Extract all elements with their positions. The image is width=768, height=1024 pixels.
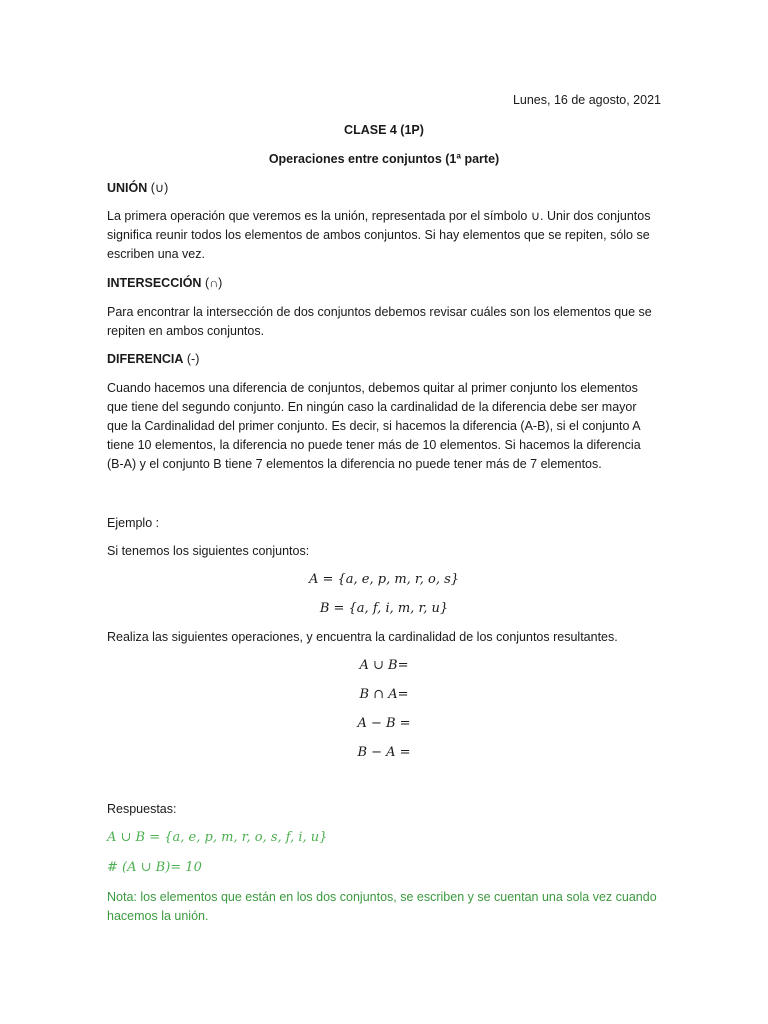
union-line: escriben una vez. <box>107 247 205 261</box>
intersection-line: repiten en ambos conjuntos. <box>107 324 265 338</box>
intersection-heading <box>107 274 661 293</box>
answers-label: Respuestas: <box>107 802 177 816</box>
union-paragraph <box>107 207 663 264</box>
union-heading-label: UNIÓN <box>107 181 148 195</box>
intersection-line: Para encontrar la intersección de dos conjuntos debemos revisar cuáles son los elementos que se <box>107 305 652 319</box>
answer-union-result: A ∪ B = {a, e, p, m, r, o, s, f, i, u} <box>107 830 328 845</box>
difference-symbol: (-) <box>186 352 200 366</box>
answer-note-line: Nota: los elementos que están en los dos conjuntos, se escriben y se cuentan una sola vez cuando <box>107 890 657 904</box>
union-symbol: (∪) <box>150 181 169 195</box>
union-line: significa reunir todos los elementos de ambos conjuntos. Si hay elementos que se repiten, sólo se <box>107 228 650 242</box>
difference-line: (B-A) y el conjunto B tiene 7 elementos la diferencia no puede tener más de 7 elementos. <box>107 457 602 471</box>
difference-heading-label: DIFERENCIA <box>107 352 184 366</box>
answer-note <box>107 888 663 926</box>
example-instruction: Realiza las siguientes operaciones, y encuentra la cardinalidad de los conjuntos resultantes. <box>107 630 618 644</box>
difference-line: Cuando hacemos una diferencia de conjuntos, debemos quitar al primer conjunto los elementos <box>107 381 638 395</box>
set-b-definition: B = {a, f, i, m, r, u} <box>319 601 449 616</box>
union-line: La primera operación que veremos es la unión, representada por el símbolo ∪. Unir dos conjuntos <box>107 209 651 223</box>
operation-b-minus-a: B − A = <box>357 745 411 760</box>
difference-line: tiene 10 elementos, la diferencia no puede tener más de 10 elementos. Si hacemos la diferencia <box>107 438 641 452</box>
class-title: CLASE 4 (1P) <box>344 123 424 137</box>
example-label: Ejemplo : <box>107 516 160 530</box>
example-intro: Si tenemos los siguientes conjuntos: <box>107 544 310 558</box>
difference-paragraph <box>107 379 663 474</box>
difference-line: que la Cardinalidad del primer conjunto. Es decir, si hacemos la diferencia (A-B), si el conjunto A <box>107 419 641 433</box>
document-date: Lunes, 16 de agosto, 2021 <box>512 93 661 107</box>
intersection-paragraph <box>107 303 663 341</box>
intersection-symbol: (∩) <box>204 276 223 290</box>
topic-title: Operaciones entre conjuntos (1ª parte) <box>268 152 500 166</box>
answer-note-line: hacemos la unión. <box>107 909 209 923</box>
answer-cardinality: # (A ∪ B)= 10 <box>107 860 202 875</box>
union-heading <box>107 179 661 198</box>
operation-union: A ∪ B= <box>359 658 409 673</box>
set-a-definition: A = {a, e, p, m, r, o, s} <box>308 572 460 587</box>
operation-a-minus-b: A − B = <box>357 716 411 731</box>
difference-line: que tiene del segundo conjunto. En ningún caso la cardinalidad de la diferencia debe ser mayor <box>107 400 637 414</box>
intersection-heading-label: INTERSECCIÓN <box>107 276 202 290</box>
difference-heading <box>107 350 661 369</box>
operation-intersection: B ∩ A= <box>359 687 409 702</box>
